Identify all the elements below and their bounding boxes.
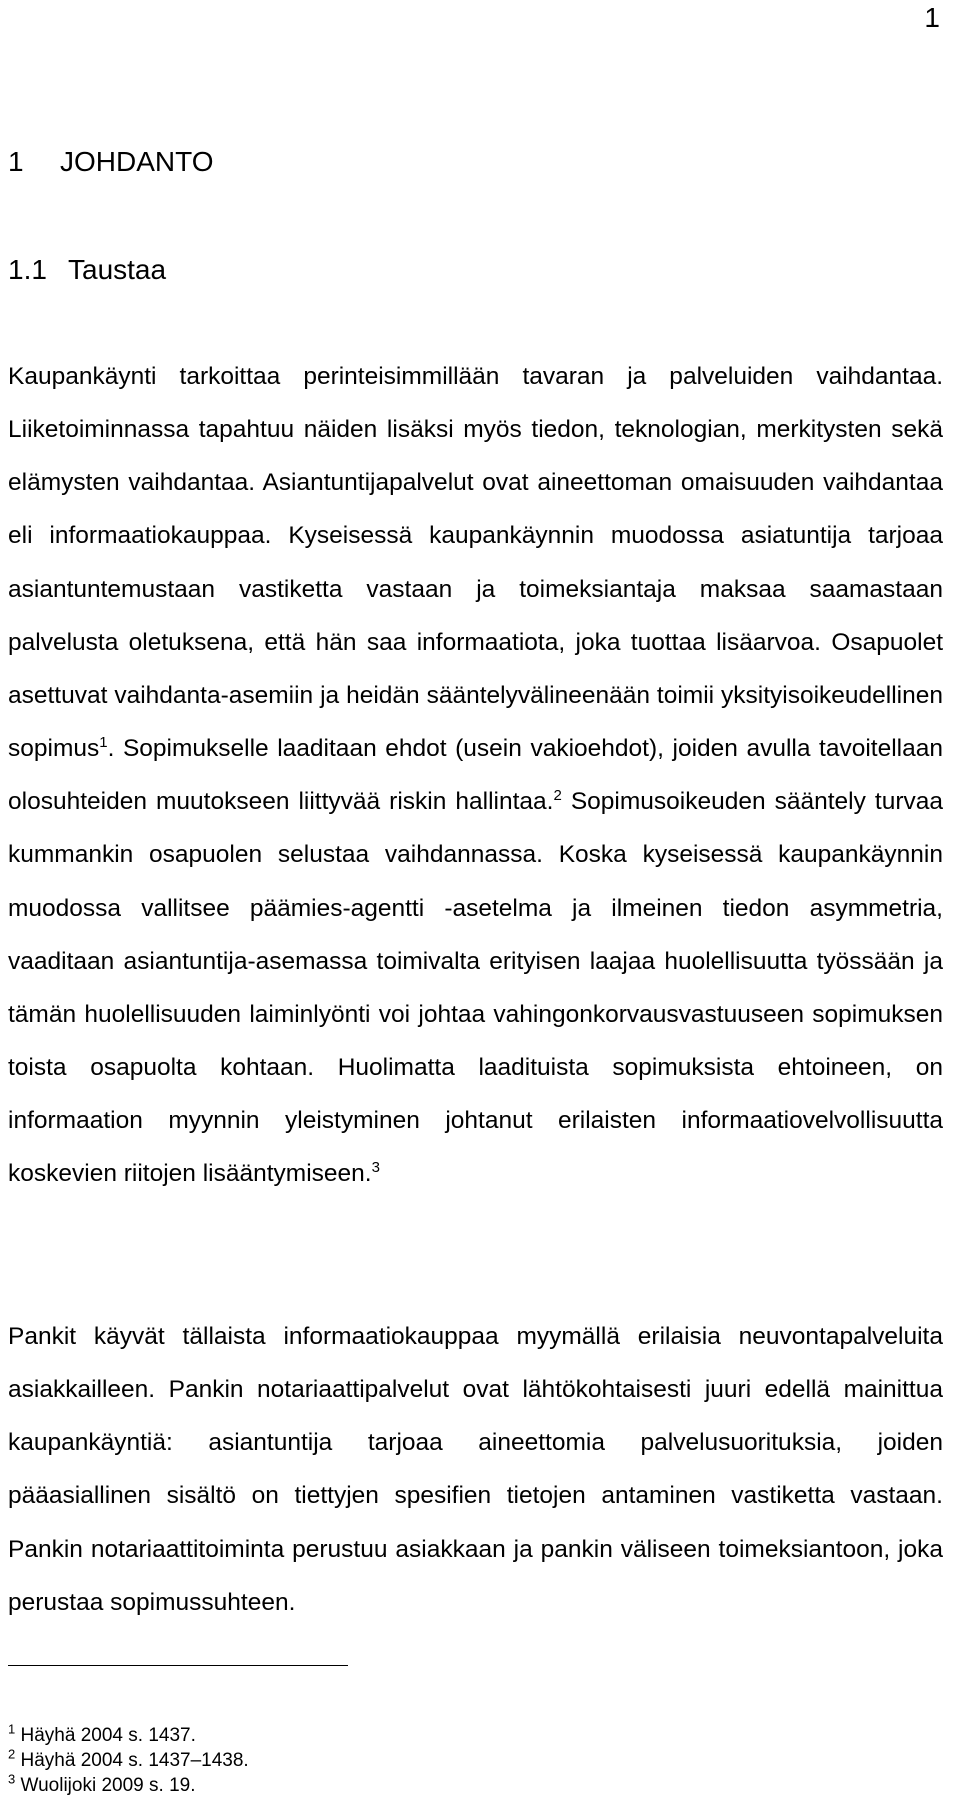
footnote-ref-1: 1: [99, 733, 108, 751]
footnote-2-text: Häyhä 2004 s. 1437–1438.: [15, 1750, 249, 1771]
paragraph-1-part-3: Sopimusoikeuden sääntely turvaa kummankin osapuolen selustaa vaihdannassa. Koska kyseisessä kaupankäynnin muodossa vallitsee päämies-agentti -asetelma ja ilmeinen tiedon asymmetria, vaaditaan asiantuntija-asemassa toimivalta erityisen laajaa huolellisuutta työssään ja tämän huolellisuuden laiminlyönti voi johtaa vahingonkorvausvastuuseen sopimuksen toista osapuolta kohtaan. Huolimatta laadituista sopimuksista ehtoineen, on informaation myynnin yleistyminen johtanut erilaisten informaatiovelvollisuutta koskevien riitojen lisääntymiseen.: [8, 788, 943, 1188]
section-title: Taustaa: [68, 254, 167, 285]
chapter-title: JOHDANTO: [60, 146, 214, 177]
section-number: 1.1: [8, 254, 47, 285]
paragraph-1-part-2: . Sopimukselle laaditaan ehdot (usein vakioehdot), joiden avulla tavoitellaan olosuhteiden muutokseen liittyvää riskin hallintaa.: [8, 735, 943, 816]
footnote-1-mark: 1: [8, 1721, 16, 1737]
paragraph-2-text: Pankit käyvät tällaista informaatiokauppaa myymällä erilaisia neuvontapalveluita asiakkailleen. Pankin notariaattipalvelut ovat lähtökohtaisesti juuri edellä mainittua kaupankäyntiä: asiantuntija tarjoaa aineettomia palvelusuorituksia, joiden pääasiallinen sisältö on tiettyjen spesifien tietojen antaminen vastiketta vastaan. Pankin notariaattitoiminta perustuu asiakkaan ja pankin väliseen toimeksiantoon, joka perustaa sopimussuhteen.: [8, 1323, 943, 1616]
chapter-number: 1: [8, 146, 24, 177]
section-heading: [8, 256, 166, 284]
page-number: 1: [924, 2, 940, 33]
footnote-2-mark: 2: [8, 1746, 16, 1762]
body-paragraph-2: [8, 1310, 943, 1629]
footnote-ref-2: 2: [553, 787, 562, 805]
footnote-1-text: Häyhä 2004 s. 1437.: [15, 1725, 196, 1746]
footnote-1: [8, 1723, 249, 1748]
paragraph-1-part-1: Kaupankäynti tarkoittaa perinteisimmillään tavaran ja palveluiden vaihdantaa. Liiketoiminnassa tapahtuu näiden lisäksi myös tiedon, teknologian, merkitysten sekä elämysten vaihdantaa. Asiantuntijapalvelut ovat aineettoman omaisuuden vaihdantaa eli informaatiokauppaa. Kyseisessä kaupankäynnin muodossa asiatuntija tarjoaa asiantuntemustaan vastiketta vastaan ja toimeksiantaja maksaa saamastaan palvelusta oletuksena, että hän saa informaatiota, joka tuottaa lisäarvoa. Osapuolet asettuvat vaihdanta-asemiin ja heidän sääntelyvälineenään toimii yksityisoikeudellinen sopimus: [8, 363, 943, 763]
footnotes: [8, 1723, 249, 1798]
footnote-3: [8, 1773, 249, 1798]
footnote-3-mark: 3: [8, 1771, 16, 1787]
body-paragraph-1: [8, 350, 943, 1201]
chapter-heading: [8, 148, 214, 176]
footnote-2: [8, 1748, 249, 1773]
footnote-separator: [8, 1665, 348, 1666]
footnote-3-text: Wuolijoki 2009 s. 19.: [15, 1775, 196, 1796]
footnote-ref-3: 3: [371, 1159, 380, 1177]
